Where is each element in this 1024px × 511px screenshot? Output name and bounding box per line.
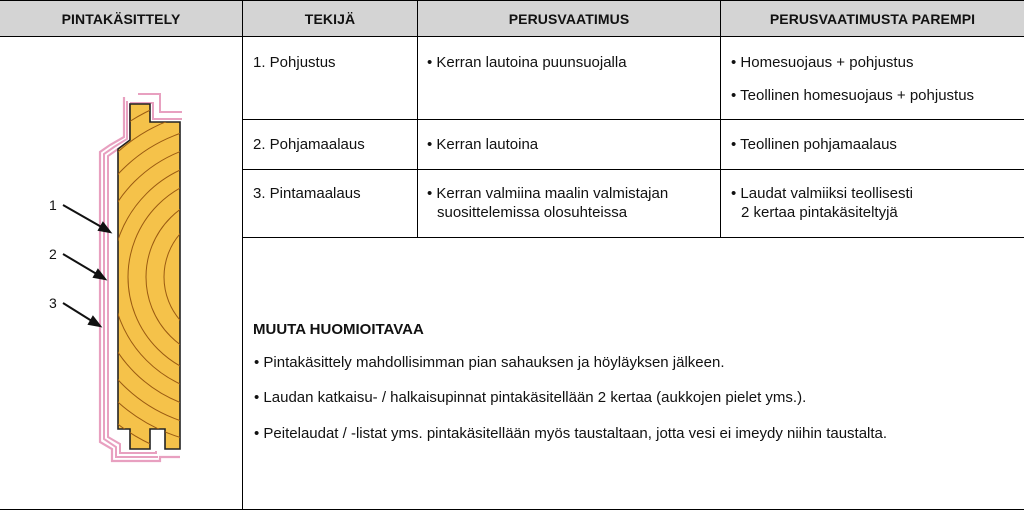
parempi-row-1-line-1: • Homesuojaus + pohjustus (731, 54, 914, 71)
header-tekija: TEKIJÄ (304, 11, 356, 27)
row-divider-1 (242, 119, 1024, 120)
header-perusvaatimus: PERUSVAATIMUS (508, 11, 630, 27)
perus-row-3-line-1: • Kerran valmiina maalin valmistajan (427, 185, 669, 202)
board-profile-diagram (0, 37, 241, 509)
tekija-row-3: 3. Pintamaalaus (253, 185, 361, 202)
tekija-row-1: 1. Pohjustus (253, 54, 336, 71)
label-3: 3 (49, 295, 57, 311)
parempi-row-2-line-1: • Teollinen pohjamaalaus (731, 136, 897, 153)
table-border-bottom (0, 509, 1024, 510)
perus-row-1-line-1: • Kerran lautoina puunsuojalla (427, 54, 627, 71)
parempi-row-3-line-1: • Laudat valmiiksi teollisesti (731, 185, 913, 202)
header-parempi: PERUSVAATIMUSTA PAREMPI (769, 11, 976, 27)
muuta-item-3: • Peitelaudat / -listat yms. pintakäsitellään myös taustaltaan, jotta vesi ei imeydy niihin taustalta. (254, 425, 888, 442)
table-border-top (0, 0, 1024, 1)
col-divider-1 (242, 0, 243, 510)
label-arrows (63, 205, 110, 326)
tekija-row-2: 2. Pohjamaalaus (253, 136, 365, 153)
col-divider-3 (720, 0, 721, 238)
parempi-row-3-line-2: 2 kertaa pintakäsiteltyjä (741, 204, 898, 221)
header-pintakasittely: PINTAKÄSITTELY (61, 11, 181, 27)
row-divider-2 (242, 169, 1024, 170)
parempi-row-1-line-2: • Teollinen homesuojaus + pohjustus (731, 87, 975, 104)
muuta-item-1: • Pintakäsittely mahdollisimman pian sahauksen ja höyläyksen jälkeen. (254, 354, 725, 371)
label-1: 1 (49, 197, 57, 213)
perus-row-3-line-2: suosittelemissa olosuhteissa (437, 204, 628, 221)
label-2: 2 (49, 246, 57, 262)
muuta-title: MUUTA HUOMIOITAVAA (253, 321, 424, 338)
row-divider-3 (242, 237, 1024, 238)
muuta-item-2: • Laudan katkaisu- / halkaisupinnat pintakäsitellään 2 kertaa (aukkojen pielet yms.). (254, 389, 807, 406)
perus-row-2-line-1: • Kerran lautoina (427, 136, 539, 153)
col-divider-2 (417, 0, 418, 238)
